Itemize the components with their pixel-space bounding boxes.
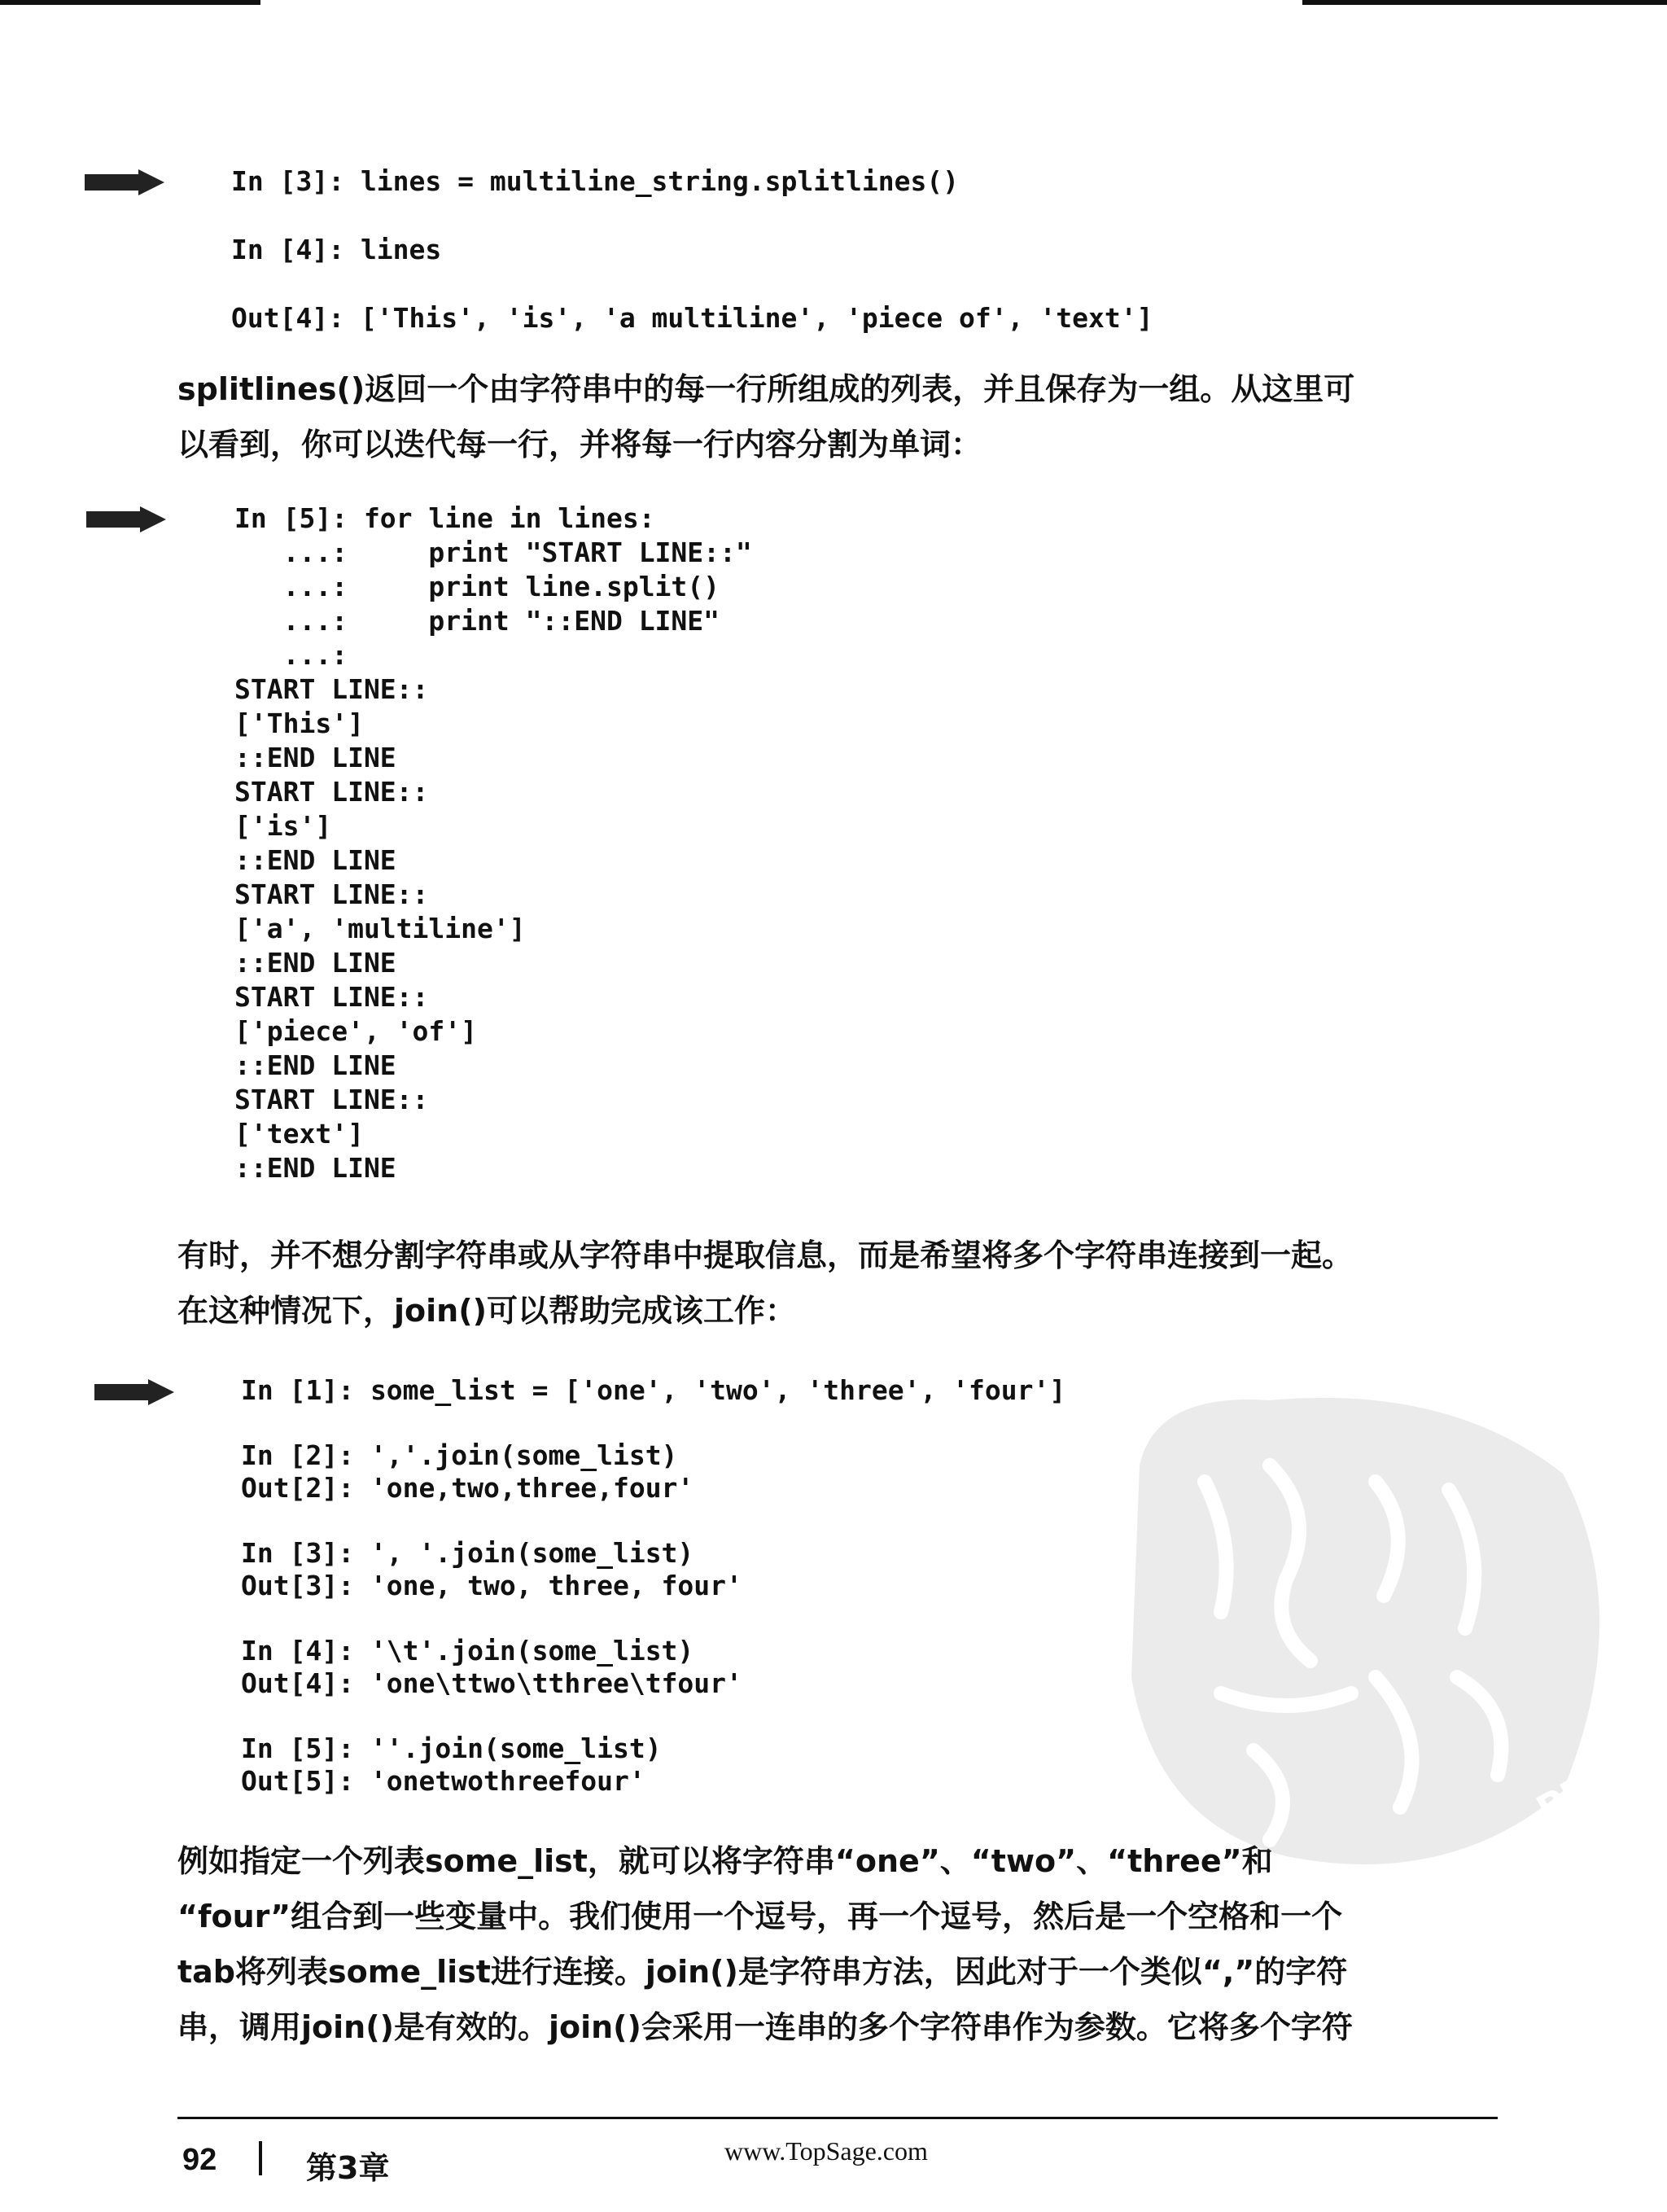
- top-rule-left: [0, 0, 260, 5]
- paragraph-line: “four”组合到一些变量中。我们使用一个逗号，再一个逗号，然后是一个空格和一个: [177, 1899, 1343, 1934]
- margin-arrow-icon: [85, 166, 166, 199]
- code-block-join: In [1]: some_list = ['one', 'two', 'three', 'four'] In [2]: ','.join(some_list) Out[2]: 'one,two,three,four' In [3]: ', '.join(some_list) Out[3]: 'one, two, three, four' In [4]: '\t'.join(some_list) Out[4]: 'one\ttwo\tthree\tfour' In [5]: ''.join(some_list) Out[5]: 'onetwothreefour': [241, 1374, 1066, 1797]
- footer-separator: [259, 2141, 262, 2175]
- paragraph-line: 在这种情况下，join()可以帮助完成该工作：: [177, 1293, 796, 1329]
- page-number: 92: [182, 2143, 217, 2177]
- code-block-splitlines: In [3]: lines = multiline_string.splitlines() In [4]: lines Out[4]: ['This', 'is', 'a multiline', 'piece of', 'text']: [231, 165, 1153, 334]
- footer-rule: [177, 2117, 1498, 2119]
- paragraph-line: 以看到，你可以迭代每一行，并将每一行内容分割为单词：: [177, 427, 982, 462]
- paragraph-line: 串，调用join()是有效的。join()会采用一连串的多个字符串作为参数。它将多个字符: [177, 2009, 1353, 2045]
- watermark-seal: [1107, 1368, 1644, 1889]
- paragraph-line: 例如指定一个列表some_list，就可以将字符串“one”、“two”、“three”和: [177, 1843, 1273, 1879]
- paragraph-line: tab将列表some_list进行连接。join()是字符串方法，因此对于一个类似“,”的字符: [177, 1954, 1348, 1990]
- paragraph-line: 有时，并不想分割字符串或从字符串中提取信息，而是希望将多个字符串连接到一起。: [177, 1237, 1354, 1273]
- margin-arrow-icon: [94, 1376, 176, 1408]
- chapter-label: 第3章: [306, 2150, 390, 2186]
- watermark-text: PDG: [1529, 1748, 1629, 1832]
- top-rule-right: [1302, 0, 1667, 5]
- code-block-for-loop: In [5]: for line in lines: ...: print "START LINE::" ...: print line.split() ...: print "::END LINE" ...: START LINE:: ['This'] ::END LINE START LINE:: ['is'] ::END LINE START LINE:: ['a', 'multiline'] ::END LINE START LINE:: ['piece', 'of'] ::END LINE START LINE:: ['text'] ::END LINE: [234, 502, 752, 1184]
- paragraph-join-intro: [177, 1228, 1496, 1338]
- paragraph-line: splitlines()返回一个由字符串中的每一行所组成的列表，并且保存为一组。从这里可: [177, 371, 1355, 407]
- site-url: www.TopSage.com: [724, 2136, 928, 2166]
- margin-arrow-icon: [86, 503, 168, 536]
- paragraph-splitlines: [177, 361, 1496, 472]
